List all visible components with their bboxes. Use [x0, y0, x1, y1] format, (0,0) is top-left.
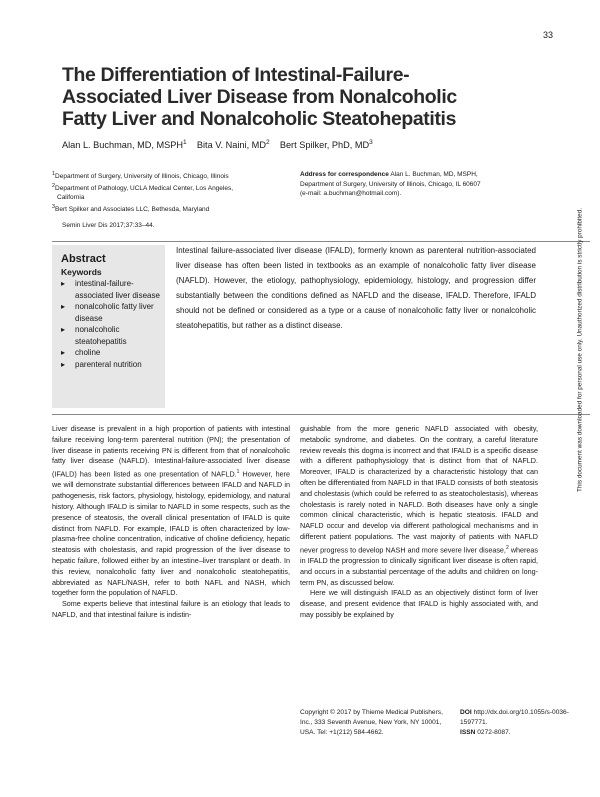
side-notice: This document was downloaded for personal use only. Unauthorized distribution is strictly prohibited.	[576, 207, 584, 493]
author-sup: 3	[369, 139, 373, 146]
keyword-item: ▸ choline	[61, 347, 165, 359]
affiliation: $^1$Department of Surgery, University of Illinois, Chicago, Illinois	[52, 171, 229, 181]
author-sup: 1	[183, 139, 187, 146]
author-name: Bita V. Naini, MD	[196, 140, 266, 151]
email-text: (e-mail: a.buchman@hotmail.com).	[300, 190, 402, 197]
correspondence: Address for correspondence Alan L. Buchman, MD, MSPH, Department of Surgery, University of Illinois, Chicago, IL 60607 (e-mail: a.buchman@hotmail.com).	[300, 171, 481, 197]
abstract-text: Intestinal failure-associated liver disease (IFALD), formerly known as parenteral nutrition-associated liver disease has often been listed in textbooks as an example of nonalcoholic fatty liver disease (NAFLD). However, the etiology, pathophysiology, epidemiology, histology, and progression differ substantially between the conditions defined as NAFLD and the disease, IFALD. Therefore, IFALD should not be defined or considered as a type or a cause of nonalcoholic fatty liver or nonalcoholic steatohepatitis, but rather as a distinct disease.	[176, 246, 536, 330]
body-paragraph: guishable from the more generic NAFLD associated with obesity, metabolic syndrome, and diabetes. On the contrary, a careful literature review reveals this dogma is incorrect and that IFALD is a specific disease with a different pathophysiology that is distinct from that of NAFLD. Moreover, IFALD is characterized by a characteristic histology that can often be differentiated from NAFLD in that IFALD consists of both steatosis and cholestasis (which could be referred to as steatocholestasis), whereas cholestasis is rarely noted in NAFLD. Both diseases have only a single common clinical characteristic, which is hepatic steatosis. IFALD and NAFLD occur and develop via different pathological mechanisms and in different patient populations. The vast majority of patients with NAFLD never progress to develop NASH and more severe liver disease,$^2$ whereas in IFALD the progression to clinically significant liver disease is often rapid, and occurs in a substantial percentage of the adults and children on long-term PN, as discussed below.	[300, 424, 538, 587]
keyword-item: ▸ nonalcoholic fatty liver disease	[61, 301, 165, 324]
author-name: Alan L. Buchman, MD, MSPH	[62, 140, 184, 151]
abstract-heading: Abstract	[61, 253, 106, 265]
body-paragraph: Here we will distinguish IFALD as an objectively distinct form of liver disease, and present evidence that IFALD is highly associated with, and may possibly be explained by	[300, 588, 538, 619]
copyright-notice: Copyright © 2017 by Thieme Medical Publishers, Inc., 333 Seventh Avenue, New York, NY 10001, USA. Tel: +1(212) 584-4662.	[300, 709, 443, 736]
divider	[52, 414, 590, 415]
affiliations	[52, 170, 282, 214]
body-paragraph: Liver disease is prevalent in a high proportion of patients with intestinal failure receiving long-term parenteral nutrition (PN); the presentation of liver disease in patients receiving PN is different from that of nonalcoholic fatty liver disease (NAFLD). Intestinal-failure-associated liver disease (IFALD) has been listed as one presentation of NAFLD.$^1$ However, here we will demonstrate substantial differences between IFALD and NAFLD in pathogenesis, risk factors, physiology, histology, epidemiology, and natural history. Although IFALD is similar to NAFLD in some respects, such as the presence of steatosis, the overall clinical presentation of IFALD is quite distinct from NAFLD. For example, IFALD is often characterized by low-plasma-free choline concentration, indicative of choline deficiency, hepatic steatosis with cholestasis, and rapid progression of the liver disease to hepatic failure, followed either by an intestine–liver transplant or death. In this review, nonalcoholic fatty liver and nonalcoholic steatohepatitis, abbreviated as NAFL/NASH, refer to both NAFL and NASH, which together form the population of NAFLD.	[52, 424, 290, 598]
keyword-item: ▸ nonalcoholic steatohepatitis	[61, 324, 165, 347]
correspondence-label: Address for correspondence	[300, 171, 389, 178]
body-column-right	[300, 424, 538, 621]
keywords-heading: Keywords	[61, 267, 102, 277]
article-title: The Differentiation of Intestinal-Failure-Associated Liver Disease from Nonalcoholic Fatty Liver and Nonalcoholic Steatohepatitis	[62, 64, 457, 130]
divider	[52, 241, 590, 242]
citation: Semin Liver Dis 2017;37:33–44.	[62, 222, 155, 229]
author-list	[62, 139, 373, 150]
affiliation: $^3$Bert Spilker and Associates LLC, Bethesda, Maryland	[52, 203, 210, 213]
keyword-item: ▸ intestinal-failure-associated liver disease	[61, 278, 165, 301]
body-column-left	[52, 424, 290, 621]
doi-link[interactable]: http://dx.doi.org/10.1055/s-0036-1597771.	[460, 709, 569, 726]
body-paragraph: Some experts believe that intestinal failure is an etiology that leads to NAFLD, and that intestinal failure is indistin-	[52, 599, 290, 619]
abstract-sidebar	[52, 245, 165, 408]
affiliation: $^2$Department of Pathology, UCLA Medical Center, Los Angeles,	[52, 182, 234, 192]
page-number: 33	[543, 30, 554, 40]
keyword-item: ▸ parenteral nutrition	[61, 359, 165, 371]
affiliation: California	[57, 194, 85, 202]
author-sup: 2	[265, 139, 270, 146]
author-name: Bert Spilker, PhD, MD	[279, 140, 370, 151]
doi-issn: DOI http://dx.doi.org/10.1055/s-0036-1597771. ISSN 0272-8087.	[460, 709, 569, 736]
keyword-list	[61, 278, 165, 370]
